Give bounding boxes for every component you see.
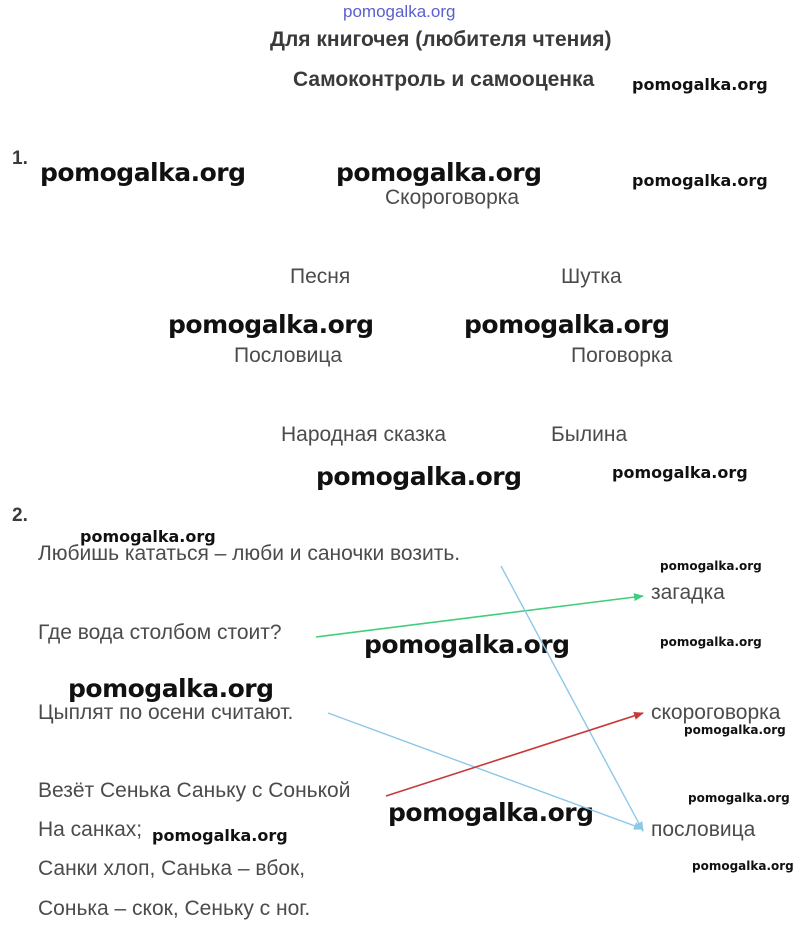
arrow-twister-to-skorogovorka — [386, 713, 643, 796]
watermark: pomogalka.org — [632, 171, 768, 190]
proverb-line-1: Любишь кататься – люби и саночки возить. — [38, 542, 461, 565]
watermark: pomogalka.org — [660, 635, 762, 649]
tongue-twister-line-4: Сонька – скок, Сеньку с ног. — [38, 897, 311, 920]
watermark: pomogalka.org — [40, 158, 246, 187]
answer-skorogovorka: скороговорка — [651, 701, 781, 724]
page-subtitle: Самоконтроль и самооценка — [293, 68, 595, 91]
arrow-proverb2-to-poslovitsa — [328, 713, 643, 829]
watermark: pomogalka.org — [684, 723, 786, 737]
watermark: pomogalka.org — [336, 158, 542, 187]
watermark: pomogalka.org — [68, 674, 274, 703]
term-shutka: Шутка — [561, 265, 622, 288]
task-2-number: 2. — [12, 505, 28, 526]
watermark: pomogalka.org — [464, 310, 670, 339]
task-1-number: 1. — [12, 148, 28, 169]
term-pogovorka: Поговорка — [571, 344, 673, 367]
term-skorogovorka: Скороговорка — [385, 186, 520, 209]
arrow-riddle-to-zagadka — [316, 596, 643, 637]
answer-zagadka: загадка — [651, 581, 725, 604]
tongue-twister-line-3: Санки хлоп, Санька – вбок, — [38, 857, 306, 880]
watermark: pomogalka.org — [152, 826, 288, 845]
answer-poslovitsa: пословица — [651, 818, 756, 841]
watermark: pomogalka.org — [80, 527, 216, 546]
watermark: pomogalka.org — [632, 75, 768, 94]
tongue-twister-line-2: На санках; — [38, 818, 143, 841]
riddle-line: Где вода столбом стоит? — [38, 621, 282, 644]
watermark: pomogalka.org — [316, 462, 522, 491]
top-watermark: pomogalka.org — [343, 2, 456, 21]
watermark: pomogalka.org — [612, 463, 748, 482]
watermark: pomogalka.org — [660, 559, 762, 573]
term-narodnaya-skazka: Народная сказка — [281, 423, 447, 446]
term-pesnya: Песня — [290, 265, 351, 288]
term-poslovitsa: Пословица — [234, 344, 343, 367]
tongue-twister-line-1: Везёт Сенька Саньку с Сонькой — [38, 779, 351, 802]
watermark: pomogalka.org — [364, 630, 570, 659]
watermark: pomogalka.org — [388, 798, 594, 827]
proverb-line-2: Цыплят по осени считают. — [38, 701, 294, 724]
term-bylina: Былина — [551, 423, 628, 446]
watermark: pomogalka.org — [688, 791, 790, 805]
watermark: pomogalka.org — [168, 310, 374, 339]
page-title: Для книгочея (любителя чтения) — [270, 28, 612, 51]
watermark: pomogalka.org — [692, 859, 794, 873]
arrow-proverb1-to-poslovitsa — [501, 566, 643, 831]
